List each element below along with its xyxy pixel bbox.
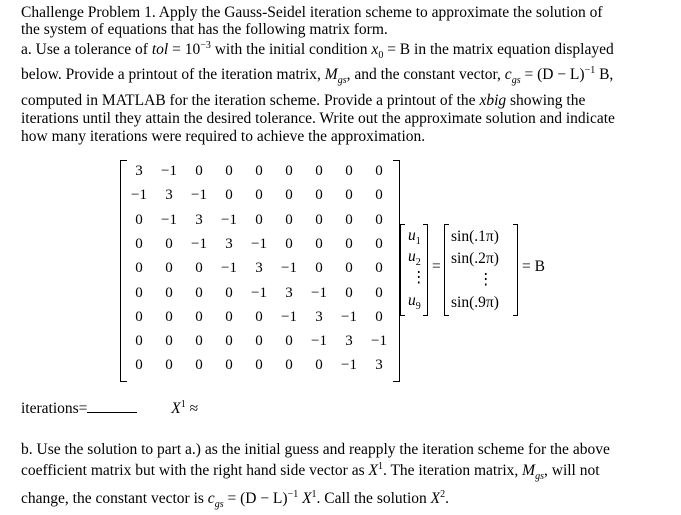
u-vector <box>400 224 428 316</box>
matrix-cell: −1 <box>311 284 327 301</box>
matrix-cell: 0 <box>195 163 203 179</box>
matrix-cell: 0 <box>165 284 173 301</box>
matrix-right-bracket <box>393 160 400 382</box>
matrix-cell: 3 <box>345 333 353 350</box>
iterations-label: iterations= <box>21 400 88 417</box>
matrix-cell: 0 <box>255 308 263 325</box>
rhs-vector <box>444 224 518 316</box>
matrix-cell: 0 <box>315 163 323 179</box>
matrix-cell: 0 <box>225 163 233 179</box>
rhs-left-bracket <box>444 224 449 316</box>
matrix-cell: 0 <box>345 163 353 179</box>
u9: $u_9$ <box>408 292 421 313</box>
matrix-cell: 0 <box>225 357 233 374</box>
matrix-cell: 0 <box>315 260 323 277</box>
matrix-cell: 0 <box>315 187 323 204</box>
matrix-cell: 3 <box>135 163 143 179</box>
part-b-line-3: change, the constant vector is $c_{gs} = (D - L)^{-1}$ $X^1$. Call the solution $X^2$. <box>21 488 449 511</box>
matrix-cell: −1 <box>371 333 387 350</box>
matrix-cell: 0 <box>135 357 143 374</box>
matrix-cell: −1 <box>131 187 147 204</box>
rhs-row-2: sin(.2π) <box>451 250 499 267</box>
matrix-cell: 0 <box>165 308 173 325</box>
rhs-right-bracket <box>513 224 518 316</box>
matrix-cell: 0 <box>315 357 323 374</box>
matrix-cell: 0 <box>285 163 293 179</box>
matrix-cell: 0 <box>195 260 203 277</box>
u-dots: ⋮ <box>411 269 427 286</box>
matrix-cell: 0 <box>375 235 383 252</box>
part-a-line-6: iterations until they attain the desired tolerance. Write out the approximate solution and indicate <box>21 110 615 127</box>
matrix-cell: 0 <box>315 211 323 228</box>
matrix-cell: −1 <box>161 211 177 228</box>
matrix-cell: 0 <box>135 235 143 252</box>
part-a-line-3: a. Use a tolerance of tol = $10^{-3}$ with the initial condition $x_0 = B$ in the matrix equation displayed <box>21 39 614 62</box>
matrix-cell: 0 <box>375 260 383 277</box>
matrix-cell: 0 <box>135 308 143 325</box>
matrix-cell: 0 <box>345 211 353 228</box>
u2: $u_2$ <box>408 248 421 269</box>
matrix-cell: 0 <box>345 235 353 252</box>
matrix-cell: 0 <box>135 260 143 277</box>
matrix-cell: 0 <box>285 333 293 350</box>
matrix-cell: 0 <box>375 163 383 179</box>
matrix-cell: 3 <box>285 284 293 301</box>
matrix-cell: 0 <box>375 211 383 228</box>
matrix-cell: 3 <box>315 308 323 325</box>
matrix-cell: 3 <box>375 357 383 374</box>
equals-sign: = <box>432 258 441 275</box>
matrix-cell: 0 <box>225 308 233 325</box>
matrix-cell: −1 <box>221 260 237 277</box>
matrix-cell: −1 <box>251 235 267 252</box>
matrix-cell: 0 <box>165 333 173 350</box>
u-left-bracket <box>400 224 405 316</box>
iterations-line: iterations= $X^1$ ≈ <box>21 398 199 417</box>
matrix-cell: −1 <box>191 235 207 252</box>
matrix-cell: 0 <box>375 187 383 204</box>
matrix-cell: −1 <box>161 163 177 179</box>
header-line-1: Challenge Problem 1. Apply the Gauss-Seidel iteration scheme to approximate the solution of <box>21 4 603 21</box>
matrix-cell: −1 <box>341 357 357 374</box>
matrix-cell: 0 <box>315 235 323 252</box>
matrix-cell: 0 <box>135 333 143 350</box>
matrix-cell: 0 <box>285 211 293 228</box>
matrix-cell: 0 <box>375 284 383 301</box>
matrix-cell: 0 <box>135 211 143 228</box>
matrix-cell: 0 <box>195 333 203 350</box>
part-a-line-4: below. Provide a printout of the iteration matrix, $M_{gs}$, and the constant vector, $c_{gs} = (D - L)^{-1}$ B, <box>21 64 614 87</box>
matrix-cell: 0 <box>285 187 293 204</box>
matrix-cell: 0 <box>165 260 173 277</box>
part-a-line-5: computed in MATLAB for the iteration scheme. Provide a printout of the xbig showing the <box>21 92 586 109</box>
matrix-cell: 3 <box>255 260 263 277</box>
matrix-cell: 0 <box>345 284 353 301</box>
rhs-row-9: sin(.9π) <box>451 294 499 311</box>
part-b-line-1: b. Use the solution to part a.) as the initial guess and reapply the iteration scheme for the above <box>21 441 610 458</box>
matrix-cell: 3 <box>195 211 203 228</box>
coefficient-matrix <box>120 160 400 382</box>
rhs-dots: ⋮ <box>478 271 494 288</box>
matrix-cell: 0 <box>195 357 203 374</box>
matrix-left-bracket <box>120 160 127 382</box>
matrix-cell: −1 <box>191 187 207 204</box>
iterations-blank <box>87 400 137 413</box>
matrix-cell: 0 <box>225 284 233 301</box>
matrix-cell: −1 <box>281 308 297 325</box>
matrix-cell: 0 <box>375 308 383 325</box>
matrix-cell: −1 <box>281 260 297 277</box>
rhs-row-1: sin(.1π) <box>451 228 499 245</box>
matrix-cell: 0 <box>285 357 293 374</box>
matrix-cell: 0 <box>225 187 233 204</box>
matrix-cell: 0 <box>195 308 203 325</box>
u1: $u_1$ <box>408 227 421 248</box>
matrix-cell: −1 <box>251 284 267 301</box>
matrix-cell: −1 <box>221 211 237 228</box>
matrix-cell: 0 <box>285 235 293 252</box>
matrix-cell: 0 <box>165 235 173 252</box>
matrix-cell: 0 <box>255 357 263 374</box>
matrix-cell: 0 <box>165 357 173 374</box>
matrix-cell: −1 <box>341 308 357 325</box>
matrix-cell: 3 <box>225 235 233 252</box>
matrix-cell: 0 <box>345 187 353 204</box>
matrix-cell: 0 <box>135 284 143 301</box>
matrix-cell: 3 <box>165 187 173 204</box>
equals-B: = B <box>522 258 545 275</box>
matrix-cell: 0 <box>255 333 263 350</box>
part-a-line-7: how many iterations were required to achieve the approximation. <box>21 128 426 145</box>
header-line-2: the system of equations that has the following matrix form. <box>21 21 388 38</box>
matrix-cell: 0 <box>225 333 233 350</box>
matrix-cell: −1 <box>311 333 327 350</box>
matrix-cell: 0 <box>345 260 353 277</box>
part-b-line-2: coefficient matrix but with the right hand side vector as $X^1$. The iteration matrix, $M_{gs}$, will not <box>21 460 600 483</box>
matrix-cell: 0 <box>195 284 203 301</box>
matrix-cell: 0 <box>255 211 263 228</box>
matrix-cell: 0 <box>255 187 263 204</box>
matrix-cell: 0 <box>255 163 263 179</box>
